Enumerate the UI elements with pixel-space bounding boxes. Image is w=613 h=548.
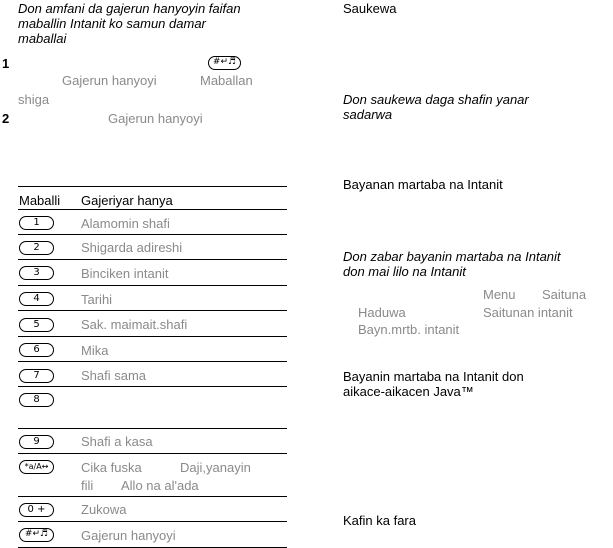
key-5-icon: 5 — [19, 318, 54, 332]
menu-path-menu: Menu — [483, 287, 516, 302]
table-row: Gajerun hanyoyi — [81, 528, 176, 543]
key-2-icon: 2 — [19, 241, 54, 255]
key-8-icon: 8 — [19, 393, 54, 407]
menu-path-internet-settings: Saitunan intanit — [483, 305, 573, 320]
section-heading-saukewa: Saukewa — [343, 1, 397, 16]
italic-note-profile: Don zabar bayanin martaba na Intanit don mai lilo na Intanit — [343, 249, 561, 279]
star-key-icon: *a/A↔ — [19, 460, 54, 474]
key-4-icon: 4 — [19, 292, 54, 306]
menu-path-settings: Saituna — [542, 287, 587, 302]
menu-path-connectivity: Haduwa — [358, 305, 406, 320]
key-1-icon: 1 — [19, 216, 54, 230]
table-row: Alamomin shafi — [81, 216, 170, 231]
step-1-shortcuts: Gajerun hanyoyi — [62, 73, 157, 88]
table-row: Shigarda adireshi — [81, 240, 183, 255]
step-1-keys: Maballan — [200, 73, 253, 88]
key-9-icon: 9 — [19, 435, 54, 449]
table-row: Shafi a kasa — [81, 434, 153, 449]
italic-note-download: Don saukewa daga shafin yanar sadarwa — [343, 92, 529, 122]
section-heading-java: Bayanin martaba na Intanit don aikace-aikacen Java™ — [343, 369, 524, 399]
table-row-line2-option: Allo na al'ada — [121, 478, 199, 493]
table-row-option: Daji,yanayin — [180, 460, 251, 475]
table-header-key: Maballi — [19, 193, 61, 208]
key-3-icon: 3 — [19, 266, 54, 280]
step-2-number: 2 — [2, 111, 10, 126]
table-row: Binciken intanit — [81, 266, 169, 281]
table-row: Sak. maimait.shafi — [81, 317, 188, 332]
table-row: Mika — [81, 343, 109, 358]
key-6-icon: 6 — [19, 343, 54, 357]
section-heading-profiles: Bayanan martaba na Intanit — [343, 177, 503, 192]
table-header-shortcut: Gajeriyar hanya — [81, 193, 173, 208]
section-heading-before-start: Kafin ka fara — [343, 513, 416, 528]
table-row: Shafi sama — [81, 368, 147, 383]
key-7-icon: 7 — [19, 369, 54, 383]
step-1-number: 1 — [2, 56, 10, 71]
hash-key-icon: #↵♬ — [19, 528, 54, 542]
intro-text: Don amfani da gajerun hanyoyin faifan maballin Intanit ko samun damar maballai — [18, 1, 241, 46]
table-row: Zukowa — [81, 502, 127, 517]
hash-key-icon: #↵♬ — [208, 56, 241, 70]
zero-key-icon: 0 + — [19, 503, 54, 517]
menu-path-profile: Bayn.mrtb. intanit — [358, 322, 460, 337]
table-row: Tarihi — [81, 292, 113, 307]
table-row-line2: fili — [81, 478, 94, 493]
table-row: Cika fuska — [81, 460, 142, 475]
step-1-enter: shiga — [18, 92, 50, 107]
step-2-shortcuts: Gajerun hanyoyi — [108, 111, 203, 126]
